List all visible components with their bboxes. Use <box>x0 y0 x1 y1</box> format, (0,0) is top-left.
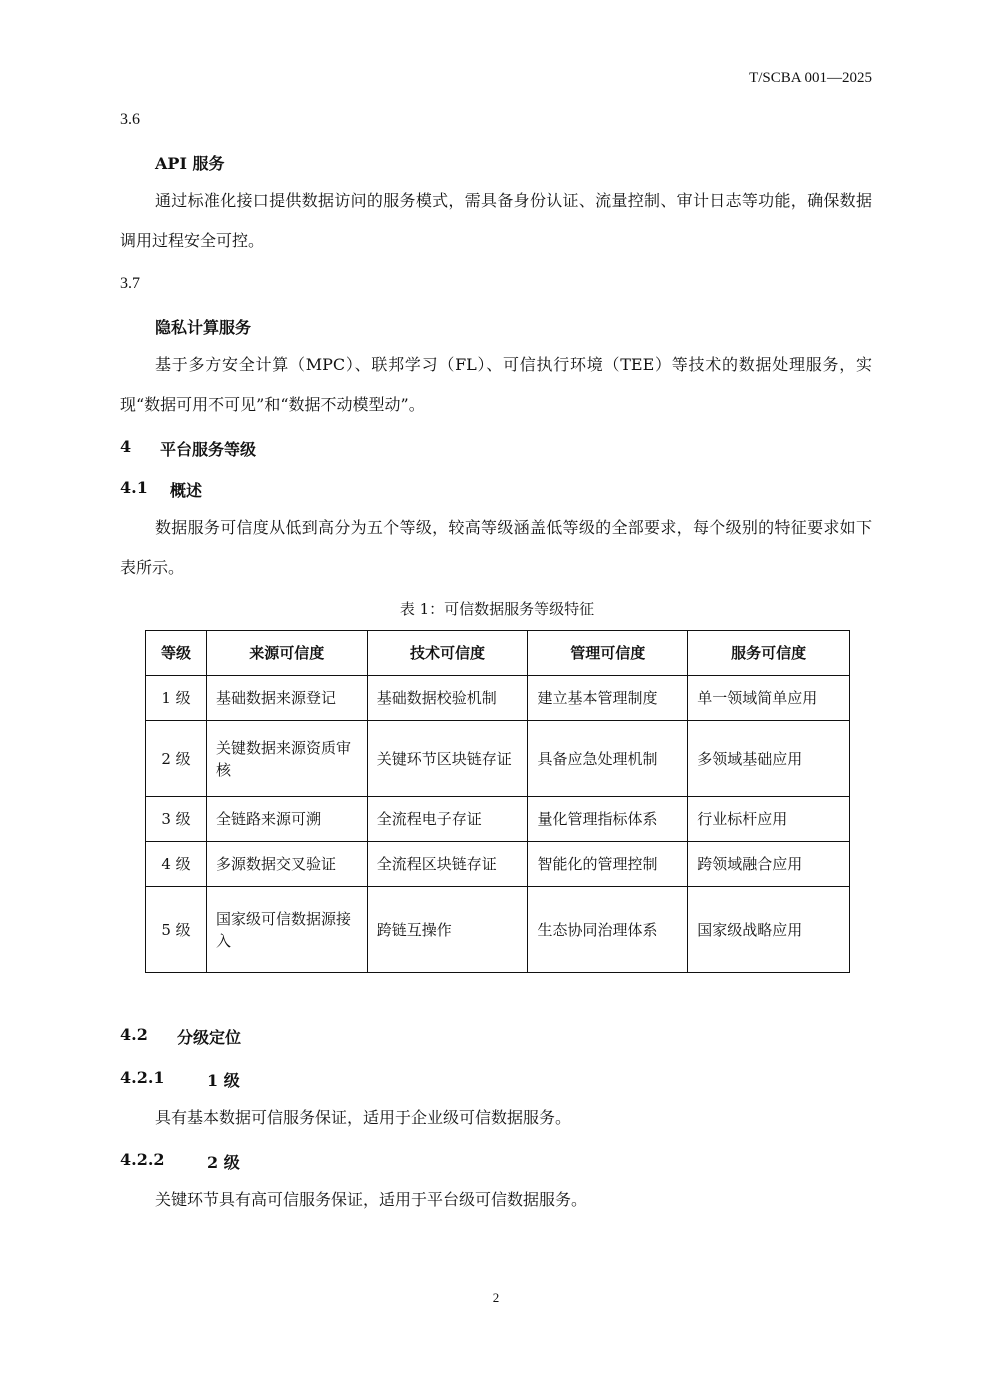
section-4-2-2-body: 关键环节具有高可信服务保证，适用于平台级可信数据服务。 <box>155 1190 588 1209</box>
table-cell: 全流程区块链存证 <box>367 842 528 887</box>
table-cell: 跨链互操作 <box>367 887 528 973</box>
table-cell: 量化管理指标体系 <box>528 797 688 842</box>
grade-table <box>145 630 850 973</box>
table-caption: 表 1：可信数据服务等级特征 <box>399 600 595 618</box>
section-4-2-number: 4.2 <box>120 1025 148 1044</box>
table-cell: 跨领域融合应用 <box>688 842 850 887</box>
table-header-row <box>146 631 850 676</box>
term-title-privacy-computing: 隐私计算服务 <box>155 318 252 337</box>
document-code: T/SCBA 001—2025 <box>749 70 872 86</box>
term-number-3-6: 3.6 <box>120 111 140 128</box>
table-row <box>146 676 850 721</box>
table-cell: 单一领域简单应用 <box>688 676 850 721</box>
section-4-2-1-title: 1 级 <box>207 1071 240 1090</box>
table-cell: 多领域基础应用 <box>688 721 850 797</box>
term-definition-privacy-computing: 基于多方安全计算（MPC）、联邦学习（FL）、可信执行环境（TEE）等技术的数据处理服务，实现“数据可用不可见”和“数据不动模型动”。 <box>120 355 872 414</box>
table-cell: 多源数据交叉验证 <box>206 842 367 887</box>
table-row <box>146 797 850 842</box>
table-row <box>146 842 850 887</box>
section-4-2-2-title: 2 级 <box>207 1153 240 1172</box>
table-cell: 具备应急处理机制 <box>528 721 688 797</box>
header-tech-credibility: 技术可信度 <box>367 631 528 676</box>
table-cell: 国家级战略应用 <box>688 887 850 973</box>
table-cell: 基础数据校验机制 <box>367 676 528 721</box>
section-4-1-title: 概述 <box>170 481 203 500</box>
section-4-1-body: 数据服务可信度从低到高分为五个等级，较高等级涵盖低等级的全部要求，每个级别的特征要求如下表所示。 <box>120 518 872 577</box>
table-cell: 关键环节区块链存证 <box>367 721 528 797</box>
table-row <box>146 721 850 797</box>
table-cell: 建立基本管理制度 <box>528 676 688 721</box>
section-4-2-2-number: 4.2.2 <box>120 1150 165 1169</box>
section-4-number: 4 <box>120 437 132 456</box>
table-cell: 关键数据来源资质审核 <box>206 721 367 797</box>
table-cell: 2 级 <box>146 721 207 797</box>
table-cell: 5 级 <box>146 887 207 973</box>
table-cell: 全流程电子存证 <box>367 797 528 842</box>
table-cell: 全链路来源可溯 <box>206 797 367 842</box>
section-4-1-number: 4.1 <box>120 478 148 497</box>
table-cell: 国家级可信数据源接入 <box>206 887 367 973</box>
table-cell: 生态协同治理体系 <box>528 887 688 973</box>
header-level: 等级 <box>146 631 207 676</box>
page-number: 2 <box>492 1290 500 1305</box>
table-cell: 基础数据来源登记 <box>206 676 367 721</box>
header-source-credibility: 来源可信度 <box>206 631 367 676</box>
section-4-title: 平台服务等级 <box>160 440 257 459</box>
section-4-2-title: 分级定位 <box>177 1028 242 1047</box>
table-cell: 1 级 <box>146 676 207 721</box>
term-definition-api-service: 通过标准化接口提供数据访问的服务模式，需具备身份认证、流量控制、审计日志等功能，确保数据调用过程安全可控。 <box>120 191 872 250</box>
table-cell: 3 级 <box>146 797 207 842</box>
table-cell: 4 级 <box>146 842 207 887</box>
table-cell: 行业标杆应用 <box>688 797 850 842</box>
term-number-3-7: 3.7 <box>120 275 140 292</box>
header-mgmt-credibility: 管理可信度 <box>528 631 688 676</box>
header-service-credibility: 服务可信度 <box>688 631 850 676</box>
section-4-2-1-number: 4.2.1 <box>120 1068 165 1087</box>
table-row <box>146 887 850 973</box>
section-4-2-1-body: 具有基本数据可信服务保证，适用于企业级可信数据服务。 <box>155 1108 572 1127</box>
term-title-api-service: API 服务 <box>155 154 225 173</box>
table-cell: 智能化的管理控制 <box>528 842 688 887</box>
